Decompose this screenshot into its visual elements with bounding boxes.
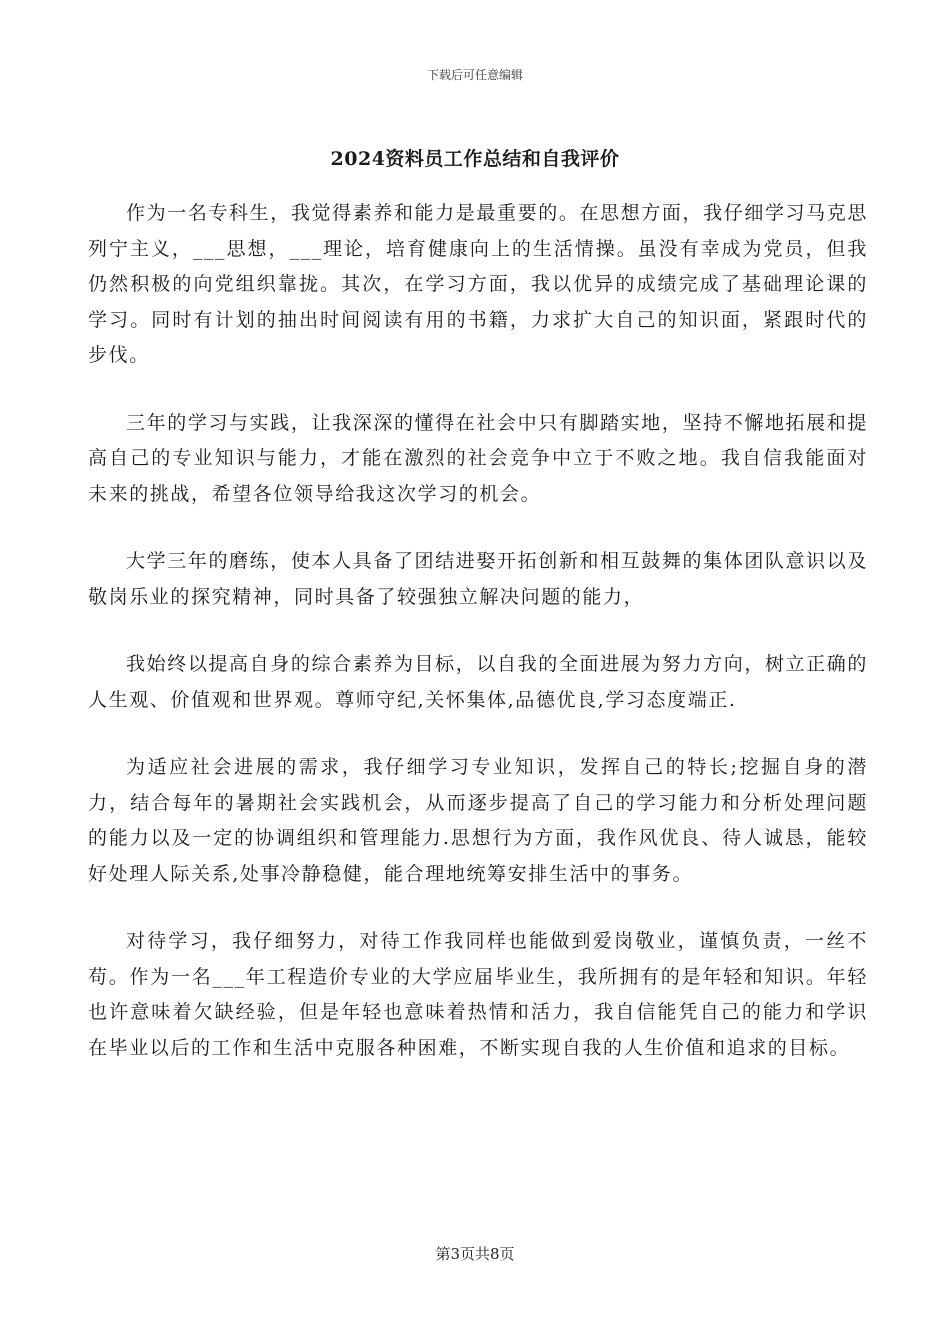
- header-note: 下载后可任意编辑: [426, 68, 523, 82]
- paragraph: 大学三年的磨练，使本人具备了团结进娶开拓创新和相互鼓舞的集体团队意识以及敬岗乐业的探究精神，同时具备了较强独立解决问题的能力，: [88, 550, 868, 608]
- document-body: [88, 196, 868, 1098]
- paragraph: 作为一名专科生，我觉得素养和能力是最重要的。在思想方面，我仔细学习马克思列宁主义，___思想，___理论，培育健康向上的生活情操。虽没有幸成为党员，但我仍然积极的向党组织靠拢。其次，在学习方面，我以优异的成绩完成了基础理论课的学习。同时有计划的抽出时间阅读有用的书籍，力求扩大自己的知识面，紧跟时代的步伐。: [88, 202, 868, 366]
- paragraph: 三年的学习与实践，让我深深的懂得在社会中只有脚踏实地，坚持不懈地拓展和提高自己的专业知识与能力，才能在激烈的社会竞争中立于不败之地。我自信我能面对未来的挑战，希望各位领导给我这次学习的机会。: [88, 411, 868, 505]
- paragraph: 为适应社会进展的需求，我仔细学习专业知识，发挥自己的特长;挖掘自身的潜力，结合每年的暑期社会实践机会，从而逐步提高了自己的学习能力和分析处理问题的能力以及一定的协调组织和管理能力.思想行为方面，我作风优良、待人诚恳，能较好处理人际关系,处事冷静稳健，能合理地统筹安排生活中的事务。: [88, 756, 868, 885]
- paragraph: 我始终以提高自身的综合素养为目标，以自我的全面进展为努力方向，树立正确的人生观、价值观和世界观。尊师守纪,关怀集体,品德优良,学习态度端正.: [88, 653, 868, 711]
- paragraph: 对待学习，我仔细努力，对待工作我同样也能做到爱岗敬业，谨慎负责，一丝不苟。作为一名___年工程造价专业的大学应届毕业生，我所拥有的是年轻和知识。年轻也许意味着欠缺经验，但是年轻也意味着热情和活力，我自信能凭自己的能力和学识在毕业以后的工作和生活中克服各种困难，不断实现自我的人生价值和追求的目标。: [88, 930, 868, 1059]
- page-number-footer: 第3页共8页: [435, 1245, 515, 1263]
- document-title: 2024资料员工作总结和自我评价: [330, 148, 620, 170]
